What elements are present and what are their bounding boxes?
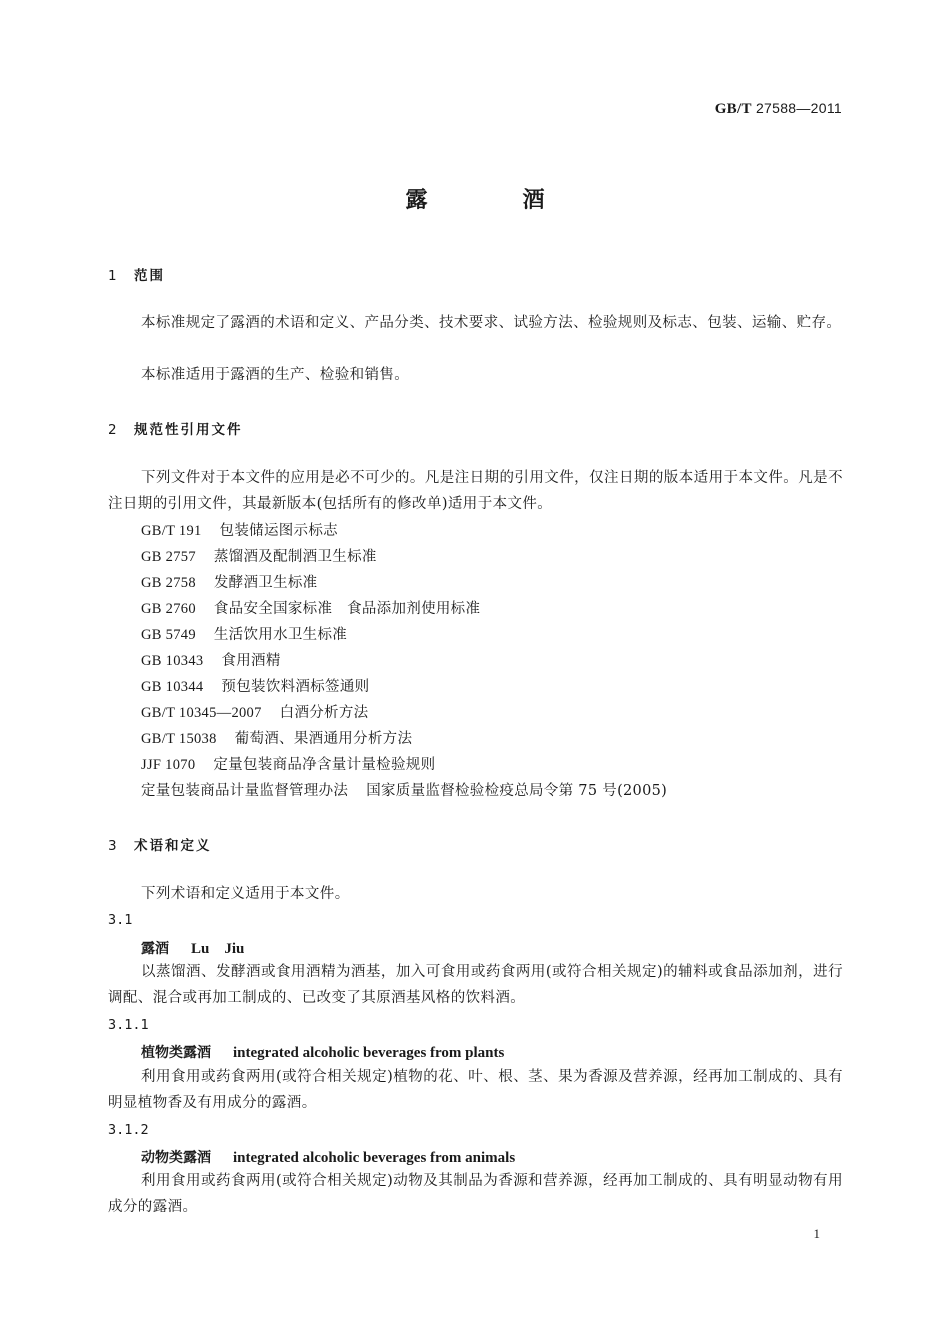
reference-item: GB 2757 蒸馏酒及配制酒卫生标准 [141,549,377,565]
reference-item: 定量包装商品计量监督管理办法 国家质量监督检验检疫总局令第 75 号(2005) [141,783,668,799]
page-number: 1 [813,1226,820,1241]
section-2-intro: 下列文件对于本文件的应用是必不可少的。凡是注日期的引用文件，仅注日期的版本适用于本文件。凡是不注日期的引用文件，其最新版本(包括所有的修改单)适用于本文件。 [108,470,843,512]
clause-number: 3.1.1 [108,1017,149,1033]
standard-code [715,100,842,118]
clause-number: 3.1 [108,912,133,928]
standard-number: 27588—2011 [755,100,842,116]
term-definition: 利用食用或药食两用(或符合相关规定)动物及其制品为香源和营养源，经再加工制成的、具有明显动物有用成分的露酒。 [108,1173,843,1215]
reference-item: GB 5749 生活饮用水卫生标准 [141,627,348,643]
reference-item: JJF 1070 定量包装商品净含量计量检验规则 [141,757,436,773]
section-3-heading: 3 术语和定义 [108,838,212,854]
reference-item: GB 10343 食用酒精 [141,653,281,669]
section-3-title: 术语和定义 [134,838,212,854]
reference-item: GB/T 191 包装储运图示标志 [141,523,338,539]
section-2-title: 规范性引用文件 [134,422,243,438]
reference-item: GB 2760 食品安全国家标准 食品添加剂使用标准 [141,601,481,617]
standard-prefix: GB/T [714,101,752,117]
term-heading: 动物类露酒 integrated alcoholic beverages from animals [141,1150,516,1166]
section-1-paragraph-1: 本标准规定了露酒的术语和定义、产品分类、技术要求、试验方法、检验规则及标志、包装、运输、贮存。 [141,315,842,331]
title-char-2: 酒 [522,188,545,213]
reference-item: GB 10344 预包装饮料酒标签通则 [141,679,370,695]
section-1-heading: 1 范围 [108,268,165,284]
reference-item: GB/T 10345—2007 白酒分析方法 [141,705,369,721]
document-title [0,183,950,214]
term-definition: 以蒸馏酒、发酵酒或食用酒精为酒基，加入可食用或药食两用(或符合相关规定)的辅料或食品添加剂，进行调配、混合或再加工制成的、已改变了其原酒基风格的饮料酒。 [108,964,843,1006]
reference-item: GB/T 15038 葡萄酒、果酒通用分析方法 [141,731,413,747]
section-3-intro: 下列术语和定义适用于本文件。 [141,886,350,902]
clause-number: 3.1.2 [108,1122,149,1138]
term-definition: 利用食用或药食两用(或符合相关规定)植物的花、叶、根、茎、果为香源及营养源，经再加工制成的、具有明显植物香及有用成分的露酒。 [108,1069,843,1111]
title-char-1: 露 [405,188,428,213]
term-heading: 露酒 Lu Jiu [141,941,245,957]
section-1-title: 范围 [134,268,165,284]
reference-item: GB 2758 发酵酒卫生标准 [141,575,318,591]
section-2-heading: 2 规范性引用文件 [108,422,243,438]
term-heading: 植物类露酒 integrated alcoholic beverages from plants [141,1045,505,1061]
section-1-paragraph-2: 本标准适用于露酒的生产、检验和销售。 [141,367,410,383]
